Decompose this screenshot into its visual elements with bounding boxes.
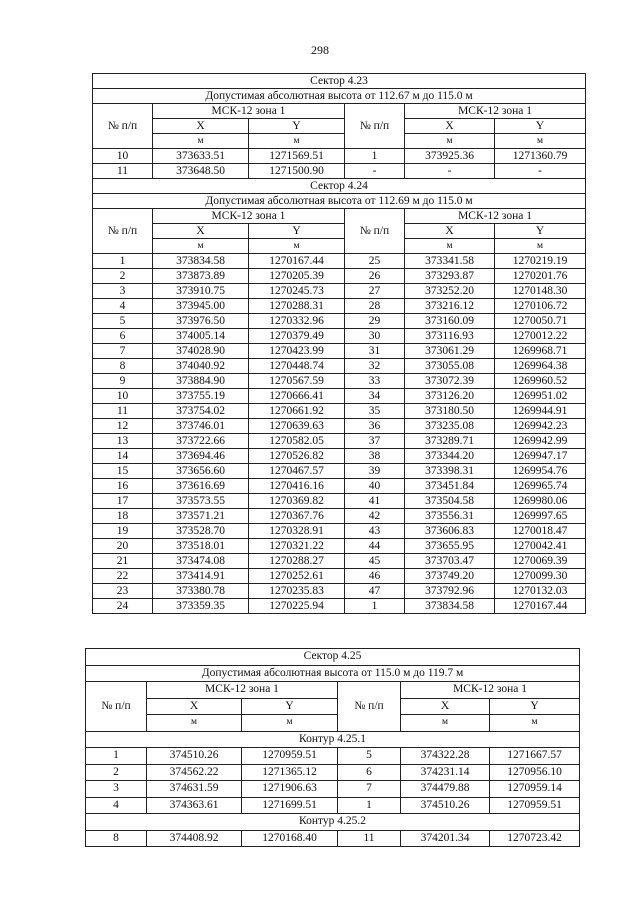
table-row <box>86 748 580 765</box>
table-cell: 373414.91 <box>153 569 249 584</box>
table-cell: 1269980.06 <box>495 494 586 509</box>
table-row <box>93 539 586 554</box>
table-cell: 45 <box>345 554 405 569</box>
table-cell: 34 <box>345 389 405 404</box>
table-cell: 1270956.10 <box>490 764 580 781</box>
table-cell: 24 <box>93 599 153 614</box>
table-row <box>86 764 580 781</box>
table-row <box>93 599 586 614</box>
table-row <box>86 830 580 847</box>
table-cell: 374510.26 <box>401 797 490 814</box>
column-header-crs: МСК-12 зона 1 <box>405 104 586 119</box>
table-cell: 1269947.17 <box>495 449 586 464</box>
table-cell: 373910.75 <box>153 284 249 299</box>
table-row <box>93 89 586 104</box>
table-cell: 1270567.59 <box>249 374 345 389</box>
coordinates-table-sector-4-25 <box>85 648 580 847</box>
table-cell: 373749.20 <box>405 569 495 584</box>
table-cell: 373616.69 <box>153 479 249 494</box>
column-header-y: Y <box>242 698 338 715</box>
table-cell: 1270448.74 <box>249 359 345 374</box>
table-cell: 1270148.30 <box>495 284 586 299</box>
table-cell: 1270379.49 <box>249 329 345 344</box>
unit-label: м <box>405 134 495 149</box>
table-cell: 38 <box>345 449 405 464</box>
table-cell: 6 <box>338 764 401 781</box>
table-cell: 373504.58 <box>405 494 495 509</box>
table-row <box>93 359 586 374</box>
table-row <box>93 554 586 569</box>
contour-title: Контур 4.25.1 <box>86 731 580 748</box>
table-cell: 373518.01 <box>153 539 249 554</box>
table-cell: 4 <box>86 797 147 814</box>
table-row <box>93 494 586 509</box>
table-row <box>86 781 580 798</box>
table-row <box>93 209 586 224</box>
page-number: 298 <box>311 43 329 57</box>
column-header-y: Y <box>495 119 586 134</box>
table-cell: - <box>495 164 586 179</box>
table-row <box>93 464 586 479</box>
table-cell: 373116.93 <box>405 329 495 344</box>
table-cell: 373061.29 <box>405 344 495 359</box>
unit-label: м <box>242 715 338 732</box>
table-cell: 13 <box>93 434 153 449</box>
table-cell: 1269997.65 <box>495 509 586 524</box>
unit-label: м <box>153 239 249 254</box>
table-cell: 3 <box>86 781 147 798</box>
table-cell: 374510.26 <box>147 748 242 765</box>
table-cell: 373633.51 <box>153 149 249 164</box>
table-cell: 373834.58 <box>405 599 495 614</box>
table-cell: 1270423.99 <box>249 344 345 359</box>
table-cell: 1270205.39 <box>249 269 345 284</box>
table-cell: 1270582.05 <box>249 434 345 449</box>
table-row <box>86 814 580 831</box>
table-cell: 2 <box>86 764 147 781</box>
table-cell: 1270526.82 <box>249 449 345 464</box>
table-row <box>93 344 586 359</box>
table-cell: 373252.20 <box>405 284 495 299</box>
table-cell: 373235.08 <box>405 419 495 434</box>
table-row <box>93 569 586 584</box>
unit-label: м <box>147 715 242 732</box>
table-cell: 39 <box>345 464 405 479</box>
table-row <box>93 524 586 539</box>
table-cell: 1269954.76 <box>495 464 586 479</box>
table-row <box>93 134 586 149</box>
table-cell: 30 <box>345 329 405 344</box>
table-row <box>93 584 586 599</box>
table-cell: 1270639.63 <box>249 419 345 434</box>
table-cell: 1271360.79 <box>495 149 586 164</box>
table-cell: 373380.78 <box>153 584 249 599</box>
table-cell: 373528.70 <box>153 524 249 539</box>
table-cell: 43 <box>345 524 405 539</box>
table-cell: 42 <box>345 509 405 524</box>
unit-label: м <box>490 715 580 732</box>
table-cell: 374322.28 <box>401 748 490 765</box>
table-cell: 374040.92 <box>153 359 249 374</box>
table-row <box>93 449 586 464</box>
table-cell: 1270018.47 <box>495 524 586 539</box>
table-cell: 1269942.23 <box>495 419 586 434</box>
table-cell: 373703.47 <box>405 554 495 569</box>
table-cell: 1270245.73 <box>249 284 345 299</box>
column-header-y: Y <box>249 224 345 239</box>
table-row <box>93 194 586 209</box>
table-cell: 11 <box>338 830 401 847</box>
column-header-crs: МСК-12 зона 1 <box>153 104 345 119</box>
table-cell: 373655.95 <box>405 539 495 554</box>
table-cell: 1270168.40 <box>242 830 338 847</box>
table-cell: 1270235.83 <box>249 584 345 599</box>
contour-title: Контур 4.25.2 <box>86 814 580 831</box>
table-cell: 1270369.82 <box>249 494 345 509</box>
table-cell: 1 <box>338 797 401 814</box>
table-cell: 373755.19 <box>153 389 249 404</box>
table-cell: 374005.14 <box>153 329 249 344</box>
table-cell: 26 <box>345 269 405 284</box>
column-header-x: X <box>147 698 242 715</box>
table-row <box>86 682 580 699</box>
table-cell: 373694.46 <box>153 449 249 464</box>
table-cell: 35 <box>345 404 405 419</box>
sector-height-range: Допустимая абсолютная высота от 112.67 м до 115.0 м <box>93 89 586 104</box>
table-cell: 1270225.94 <box>249 599 345 614</box>
table-cell: 374631.59 <box>147 781 242 798</box>
table-cell: 1271500.90 <box>249 164 345 179</box>
table-cell: 373976.50 <box>153 314 249 329</box>
table-cell: 1269965.74 <box>495 479 586 494</box>
table-cell: 1270959.51 <box>242 748 338 765</box>
table-cell: 10 <box>93 149 153 164</box>
table-cell: 373571.21 <box>153 509 249 524</box>
table-cell: 32 <box>345 359 405 374</box>
column-header-number: № п/п <box>93 104 153 149</box>
table-cell: 16 <box>93 479 153 494</box>
table-cell: 374479.88 <box>401 781 490 798</box>
table-row <box>93 149 586 164</box>
table-cell: 8 <box>93 359 153 374</box>
column-header-number: № п/п <box>338 682 401 732</box>
table-cell: 1 <box>345 599 405 614</box>
table-body <box>93 74 586 614</box>
table-cell: 1269968.71 <box>495 344 586 359</box>
table-row <box>93 254 586 269</box>
column-header-y: Y <box>495 224 586 239</box>
table-cell: - <box>405 164 495 179</box>
table-cell: 5 <box>338 748 401 765</box>
table-cell: 373126.20 <box>405 389 495 404</box>
table-cell: 12 <box>93 419 153 434</box>
table-row <box>93 404 586 419</box>
table-row <box>93 329 586 344</box>
table-cell: 40 <box>345 479 405 494</box>
table-row <box>93 224 586 239</box>
table-cell: 1270106.72 <box>495 299 586 314</box>
unit-label: м <box>495 239 586 254</box>
table-cell: 373556.31 <box>405 509 495 524</box>
coordinates-table-sectors-4-23-4-24 <box>92 73 586 614</box>
table-cell: 1270201.76 <box>495 269 586 284</box>
table-row <box>93 74 586 89</box>
table-cell: 3 <box>93 284 153 299</box>
table-cell: 373160.09 <box>405 314 495 329</box>
table-cell: 11 <box>93 404 153 419</box>
table-cell: 31 <box>345 344 405 359</box>
table-cell: 1270959.14 <box>490 781 580 798</box>
column-header-crs: МСК-12 зона 1 <box>147 682 338 699</box>
table-cell: 1270723.42 <box>490 830 580 847</box>
table-cell: 373746.01 <box>153 419 249 434</box>
table-cell: 1271699.51 <box>242 797 338 814</box>
table-cell: 14 <box>93 449 153 464</box>
table-cell: 17 <box>93 494 153 509</box>
column-header-crs: МСК-12 зона 1 <box>401 682 580 699</box>
table-cell: 41 <box>345 494 405 509</box>
table-row <box>93 269 586 284</box>
unit-label: м <box>249 134 345 149</box>
table-cell: 1269944.91 <box>495 404 586 419</box>
sector-title: Сектор 4.25 <box>86 649 580 666</box>
table-cell: 9 <box>93 374 153 389</box>
table-cell: 1270252.61 <box>249 569 345 584</box>
table-row <box>93 509 586 524</box>
table-cell: 2 <box>93 269 153 284</box>
sector-title: Сектор 4.24 <box>93 179 586 194</box>
table-cell: 1269960.52 <box>495 374 586 389</box>
table-cell: 1 <box>345 149 405 164</box>
table-cell: 373884.90 <box>153 374 249 389</box>
unit-label: м <box>153 134 249 149</box>
table-cell: 1270167.44 <box>249 254 345 269</box>
table-cell: 7 <box>93 344 153 359</box>
table-cell: 1271365.12 <box>242 764 338 781</box>
table-cell: 373344.20 <box>405 449 495 464</box>
table-cell: 373792.96 <box>405 584 495 599</box>
table-cell: 373072.39 <box>405 374 495 389</box>
table-row <box>93 239 586 254</box>
table-row <box>93 119 586 134</box>
table-cell: 1270167.44 <box>495 599 586 614</box>
unit-label: м <box>249 239 345 254</box>
table-cell: 1270321.22 <box>249 539 345 554</box>
table-cell: 29 <box>345 314 405 329</box>
table-cell: 23 <box>93 584 153 599</box>
column-header-y: Y <box>490 698 580 715</box>
table-cell: 7 <box>338 781 401 798</box>
table-cell: 373398.31 <box>405 464 495 479</box>
table-cell: 1271906.63 <box>242 781 338 798</box>
table-row <box>86 649 580 666</box>
table-cell: 1270332.96 <box>249 314 345 329</box>
table-cell: 1270959.51 <box>490 797 580 814</box>
table-cell: 1270288.27 <box>249 554 345 569</box>
table-row <box>93 179 586 194</box>
unit-label: м <box>495 134 586 149</box>
table-cell: 10 <box>93 389 153 404</box>
table-row <box>93 164 586 179</box>
table-cell: 1270328.91 <box>249 524 345 539</box>
table-cell: 1270367.76 <box>249 509 345 524</box>
table-cell: 374363.61 <box>147 797 242 814</box>
column-header-crs: МСК-12 зона 1 <box>153 209 345 224</box>
table-cell: 374562.22 <box>147 764 242 781</box>
sector-height-range: Допустимая абсолютная высота от 115.0 м до 119.7 м <box>86 665 580 682</box>
table-row <box>93 104 586 119</box>
table-cell: 4 <box>93 299 153 314</box>
table-cell: 1 <box>86 748 147 765</box>
table-cell: 25 <box>345 254 405 269</box>
table-cell: 1270042.41 <box>495 539 586 554</box>
table-cell: 1270467.57 <box>249 464 345 479</box>
table-cell: 374408.92 <box>147 830 242 847</box>
table-cell: 47 <box>345 584 405 599</box>
table-cell: 373754.02 <box>153 404 249 419</box>
table-cell: 5 <box>93 314 153 329</box>
table-row <box>93 434 586 449</box>
table-cell: 373055.08 <box>405 359 495 374</box>
table-cell: - <box>345 164 405 179</box>
table-cell: 373656.60 <box>153 464 249 479</box>
table-cell: 1270012.22 <box>495 329 586 344</box>
table-cell: 44 <box>345 539 405 554</box>
column-header-number: № п/п <box>345 104 405 149</box>
table-cell: 373180.50 <box>405 404 495 419</box>
table-row <box>93 284 586 299</box>
table-cell: 1269942.99 <box>495 434 586 449</box>
column-header-crs: МСК-12 зона 1 <box>405 209 586 224</box>
table-row <box>93 299 586 314</box>
table-cell: 33 <box>345 374 405 389</box>
table-cell: 373359.35 <box>153 599 249 614</box>
table-cell: 1270069.39 <box>495 554 586 569</box>
table-cell: 374231.14 <box>401 764 490 781</box>
table-cell: 20 <box>93 539 153 554</box>
column-header-x: X <box>153 119 249 134</box>
table-cell: 46 <box>345 569 405 584</box>
column-header-x: X <box>405 224 495 239</box>
table-cell: 8 <box>86 830 147 847</box>
column-header-x: X <box>401 698 490 715</box>
table-cell: 18 <box>93 509 153 524</box>
table-cell: 373474.08 <box>153 554 249 569</box>
table-row <box>86 731 580 748</box>
table-cell: 373293.87 <box>405 269 495 284</box>
table-cell: 27 <box>345 284 405 299</box>
table-row <box>93 479 586 494</box>
table-row <box>93 314 586 329</box>
column-header-number: № п/п <box>86 682 147 732</box>
table-cell: 1270050.71 <box>495 314 586 329</box>
table-cell: 373722.66 <box>153 434 249 449</box>
table-cell: 28 <box>345 299 405 314</box>
table-cell: 21 <box>93 554 153 569</box>
table-cell: 1270132.03 <box>495 584 586 599</box>
table-cell: 1270288.31 <box>249 299 345 314</box>
table-cell: 1 <box>93 254 153 269</box>
table-cell: 373834.58 <box>153 254 249 269</box>
table-cell: 373606.83 <box>405 524 495 539</box>
table-row <box>93 374 586 389</box>
table-row <box>86 797 580 814</box>
table-row <box>86 715 580 732</box>
table-cell: 373289.71 <box>405 434 495 449</box>
table-body <box>86 649 580 847</box>
table-cell: 1269964.38 <box>495 359 586 374</box>
table-cell: 373648.50 <box>153 164 249 179</box>
column-header-y: Y <box>249 119 345 134</box>
table-cell: 1270099.30 <box>495 569 586 584</box>
table-cell: 1270219.19 <box>495 254 586 269</box>
table-cell: 1270666.41 <box>249 389 345 404</box>
table-cell: 373451.84 <box>405 479 495 494</box>
table-cell: 373573.55 <box>153 494 249 509</box>
table-cell: 22 <box>93 569 153 584</box>
unit-label: м <box>405 239 495 254</box>
unit-label: м <box>401 715 490 732</box>
table-row <box>93 419 586 434</box>
table-row <box>93 389 586 404</box>
sector-title: Сектор 4.23 <box>93 74 586 89</box>
table-cell: 1269951.02 <box>495 389 586 404</box>
column-header-number: № п/п <box>345 209 405 254</box>
sector-height-range: Допустимая абсолютная высота от 112.69 м до 115.0 м <box>93 194 586 209</box>
table-row <box>86 665 580 682</box>
table-cell: 373341.58 <box>405 254 495 269</box>
table-cell: 15 <box>93 464 153 479</box>
table-cell: 19 <box>93 524 153 539</box>
table-cell: 1270416.16 <box>249 479 345 494</box>
table-cell: 374028.90 <box>153 344 249 359</box>
table-cell: 6 <box>93 329 153 344</box>
table-cell: 1270661.92 <box>249 404 345 419</box>
column-header-x: X <box>405 119 495 134</box>
table-cell: 373925.36 <box>405 149 495 164</box>
table-cell: 1271667.57 <box>490 748 580 765</box>
table-cell: 374201.34 <box>401 830 490 847</box>
table-row <box>86 698 580 715</box>
column-header-x: X <box>153 224 249 239</box>
table-cell: 373945.00 <box>153 299 249 314</box>
table-cell: 373216.12 <box>405 299 495 314</box>
table-cell: 1271569.51 <box>249 149 345 164</box>
column-header-number: № п/п <box>93 209 153 254</box>
table-cell: 36 <box>345 419 405 434</box>
table-cell: 373873.89 <box>153 269 249 284</box>
table-cell: 11 <box>93 164 153 179</box>
table-cell: 37 <box>345 434 405 449</box>
